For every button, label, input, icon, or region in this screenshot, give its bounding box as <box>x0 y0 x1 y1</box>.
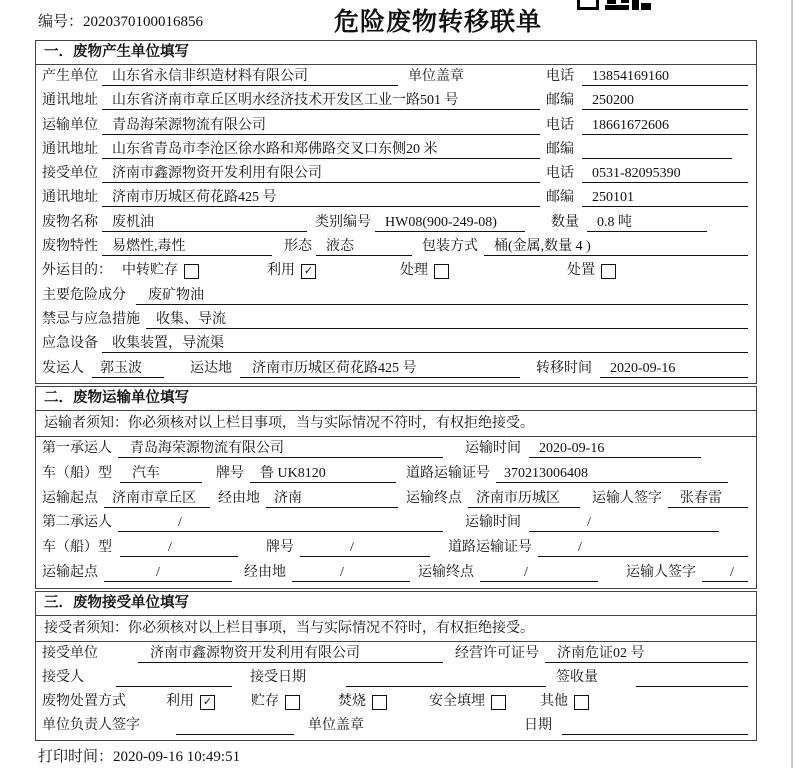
purpose-option-treat <box>400 259 449 283</box>
disposal-option-utilize <box>166 690 215 713</box>
via2-label: 经由地 <box>244 564 286 580</box>
taboo-label: 禁忌与应急措施 <box>42 311 140 327</box>
row-receiver-address <box>36 186 756 210</box>
sign2-value: / ​ <box>702 564 748 582</box>
license1-value: 370213006408 ​ <box>496 465 728 483</box>
row-carrier1 <box>36 437 756 462</box>
row-shipper <box>36 357 756 381</box>
via1-label: 经由地 <box>218 490 260 506</box>
producer-zip-label: 邮编 <box>546 93 574 109</box>
section-producer-title: 一．废物产生单位填写 <box>36 41 756 65</box>
qr-code-fragment-icon <box>577 0 697 11</box>
row-disposal-method <box>36 690 756 714</box>
receiver-zip-label: 邮编 <box>546 190 574 206</box>
transport-unit-label: 运输单位 <box>42 117 98 133</box>
license2-value: / ​ <box>538 539 748 557</box>
doc-serial-number: 2020370100016856 <box>83 14 204 30</box>
section-producer <box>35 40 757 384</box>
transport-address-value: 山东省青岛市李沧区徐水路和郑佛路交叉口东侧20 米 ​ <box>102 141 540 159</box>
section-transporter-title: 二．废物运输单位填写 <box>36 387 756 411</box>
checkbox-unchecked-icon <box>285 695 300 710</box>
plate1-value: 鲁 UK8120 ​ <box>250 465 396 483</box>
shipper-label: 发运人 <box>42 360 84 376</box>
waste-property-label: 废物特性 <box>42 239 98 255</box>
sign1-label: 运输人签字 <box>592 490 662 506</box>
license2-label: 道路运输证号 <box>448 540 532 556</box>
carrier1-label: 第一承运人 <box>42 441 112 456</box>
checkbox-unchecked-icon <box>601 264 616 279</box>
sign1-value: 张春雷 ​ <box>668 490 748 508</box>
checkbox-unchecked-icon <box>184 264 199 279</box>
acceptor-label: 接受人 <box>42 670 84 685</box>
producer-address-label: 通讯地址 <box>42 93 98 109</box>
purpose-option-utilize <box>267 259 316 283</box>
checkbox-unchecked-icon <box>574 695 589 710</box>
disposal-option-storage <box>251 690 300 713</box>
equipment-label: 应急设备 <box>42 336 98 352</box>
checkbox-unchecked-icon <box>372 695 387 710</box>
origin2-value: / ​ <box>104 564 232 582</box>
purpose-option-label: 处理 <box>400 263 428 279</box>
waste-code-label: 类别编号 <box>315 214 371 230</box>
row-transfer-purpose <box>36 259 756 283</box>
disposal-option-label: 贮存 <box>251 694 279 709</box>
producer-address-value: 山东省济南市章丘区明水经济技术开发区工业一路501 号 ​ <box>102 92 540 110</box>
section-receiver-title: 三．废物接受单位填写 <box>36 592 756 616</box>
purpose-option-label: 中转贮存 <box>122 263 178 279</box>
row-acceptor <box>36 666 756 690</box>
row-receiver-unit <box>36 162 756 186</box>
purpose-label: 外运目的： <box>42 263 112 279</box>
sign-qty-value <box>636 669 748 687</box>
via2-value: / ​ <box>292 564 410 582</box>
row-accept-unit <box>36 642 756 666</box>
vehicle2-label: 车（船）型 <box>42 540 112 556</box>
sign-qty-label: 签收量 <box>556 670 598 685</box>
origin1-label: 运输起点 <box>42 490 98 506</box>
checkbox-unchecked-icon <box>491 695 506 710</box>
acceptor-value <box>116 669 232 687</box>
receiver-phone-label: 电话 <box>546 166 574 182</box>
print-time <box>38 745 240 766</box>
manager-sign-value <box>176 717 294 735</box>
transport-phone-value: 18661672606 ​ <box>582 117 748 135</box>
transport-time1-label: 运输时间 <box>465 441 521 456</box>
row-producer-address <box>36 89 756 113</box>
plate2-label: 牌号 <box>266 540 294 556</box>
carrier2-label: 第二承运人 <box>42 515 112 531</box>
transport-time2-value: / ​ <box>529 514 719 532</box>
accept-unit-value: 济南市鑫源物资开发利用有限公司 ​ <box>138 645 443 663</box>
row-transport-address <box>36 138 756 162</box>
row-route2 <box>36 561 756 586</box>
taboo-value: 收集、导流 ​ <box>146 311 748 329</box>
receiver-unit-label: 接受单位 <box>42 166 98 182</box>
producer-phone-label: 电话 <box>546 69 574 84</box>
row-hazard-component <box>36 284 756 308</box>
disposal-option-label: 利用 <box>166 694 194 709</box>
section-receiver <box>35 591 757 741</box>
permit-label: 经营许可证号 <box>455 646 539 661</box>
transfer-time-value: 2020-09-16 ​ <box>600 360 748 378</box>
checkbox-checked-icon: ✓ ​ <box>301 264 316 279</box>
transport-time2-label: 运输时间 <box>465 515 521 531</box>
destination-label: 运达地 <box>190 360 232 376</box>
disposal-option-label: 其他 <box>540 694 568 709</box>
disposal-option-landfill <box>429 690 506 713</box>
receiver-zip-value: 250101 ​ <box>582 189 748 207</box>
purpose-option-dispose <box>567 259 616 283</box>
row-vehicle2 <box>36 536 756 561</box>
row-manager-sign <box>36 714 756 738</box>
page-right-edge <box>791 0 793 768</box>
transporter-notice: 运输者须知：你必须核对以上栏目事项，当与实际情况不符时，有权拒绝接受。 <box>36 411 756 437</box>
transport-zip-label: 邮编 <box>546 141 574 157</box>
hazard-value: 废矿物油 ​ <box>136 287 748 305</box>
end1-label: 运输终点 <box>406 490 462 506</box>
date-value <box>562 717 748 735</box>
row-transport-unit <box>36 114 756 138</box>
accept-date-value <box>346 669 546 687</box>
producer-zip-value: 250200 ​ <box>582 92 748 110</box>
waste-name-value: 废机油 ​ <box>102 214 307 232</box>
transport-time1-value: 2020-09-16 ​ <box>529 440 701 458</box>
row-waste-property <box>36 235 756 259</box>
accept-unit-label: 接受单位 <box>42 646 98 661</box>
origin1-value: 济南市章丘区 ​ <box>104 490 210 508</box>
disposal-option-incinerate <box>338 690 387 713</box>
row-vehicle1 <box>36 462 756 487</box>
plate1-label: 牌号 <box>216 465 244 481</box>
license1-label: 道路运输证号 <box>406 465 490 481</box>
form-value: 液态 ​ <box>316 238 412 256</box>
vehicle2-value: / ​ <box>120 539 238 557</box>
disposal-label: 废物处置方式 <box>42 694 126 709</box>
via1-value: 济南 ​ <box>266 490 398 508</box>
end1-value: 济南市历城区 ​ <box>468 490 580 508</box>
waste-property-value: 易燃性,毒性 ​ <box>102 238 272 256</box>
disposal-option-label: 安全填埋 <box>429 694 485 709</box>
doc-title: 危险废物转移联单 <box>334 8 543 36</box>
date-label: 日期 <box>524 718 552 733</box>
receiver-address-value: 济南市历城区荷花路425 号 ​ <box>102 189 540 207</box>
vehicle1-value: 汽车 ​ <box>120 465 202 483</box>
hazard-label: 主要危险成分 <box>42 287 126 303</box>
unit-seal-label: 单位盖章 <box>408 69 464 84</box>
receiver-address-label: 通讯地址 <box>42 190 98 206</box>
purpose-option-transfer-storage <box>122 259 199 283</box>
row-waste-name <box>36 211 756 235</box>
equipment-value: 收集装置，导流渠 ​ <box>102 335 748 353</box>
vehicle1-label: 车（船）型 <box>42 465 112 481</box>
plate2-value: / ​ <box>300 539 430 557</box>
form-label: 形态 <box>284 239 312 255</box>
disposal-option-label: 焚烧 <box>338 694 366 709</box>
carrier1-value: 青岛海荣源物流有限公司 ​ <box>118 440 443 458</box>
transport-phone-label: 电话 <box>546 117 574 133</box>
doc-serial-label: 编号： <box>38 14 84 30</box>
checkbox-unchecked-icon <box>434 264 449 279</box>
row-carrier2 <box>36 511 756 536</box>
end2-label: 运输终点 <box>418 564 474 580</box>
producer-unit-value: 山东省永信非织造材料有限公司 ​ <box>102 68 398 86</box>
doc-serial <box>38 10 203 31</box>
waste-name-label: 废物名称 <box>42 214 98 230</box>
purpose-option-label: 处置 <box>567 263 595 279</box>
destination-value: 济南市历城区荷花路425 号 ​ <box>240 360 520 378</box>
quantity-label: 数量 <box>551 214 579 230</box>
print-time-label: 打印时间： <box>38 749 114 765</box>
row-taboo-measures <box>36 308 756 332</box>
origin2-label: 运输起点 <box>42 564 98 580</box>
checkbox-checked-icon: ✓ ​ <box>200 695 215 710</box>
transport-address-label: 通讯地址 <box>42 141 98 157</box>
transport-zip-value <box>582 141 732 159</box>
unit-seal-label: 单位盖章 <box>308 718 364 733</box>
producer-unit-label: 产生单位 <box>42 69 98 84</box>
carrier2-value: / ​ <box>118 514 443 532</box>
waste-code-value: HW08(900-249-08) ​ <box>375 214 525 232</box>
shipper-value: 郭玉波 ​ <box>92 360 164 378</box>
print-time-value: 2020-09-16 10:49:51 <box>113 749 241 765</box>
packing-label: 包装方式 <box>422 239 478 255</box>
receiver-unit-value: 济南市鑫源物资开发利用有限公司 ​ <box>102 165 540 183</box>
sign2-label: 运输人签字 <box>626 564 696 580</box>
receiver-phone-value: 0531-82095390 ​ <box>582 165 748 183</box>
row-producer-unit <box>36 65 756 89</box>
row-route1 <box>36 487 756 512</box>
receiver-notice: 接受者须知：你必须核对以上栏目事项，当与实际情况不符时，有权拒绝接受。 <box>36 616 756 642</box>
disposal-option-other <box>540 690 589 713</box>
transport-unit-value: 青岛海荣源物流有限公司 ​ <box>102 117 540 135</box>
producer-phone-value: 13854169160 ​ <box>582 68 748 86</box>
permit-value: 济南危证02 号 ​ <box>545 645 748 663</box>
packing-value: 桶(金属,数量 4 ) ​ <box>484 238 748 256</box>
end2-value: / ​ <box>480 564 598 582</box>
section-transporter <box>35 386 757 589</box>
quantity-value: 0.8 吨 ​ <box>587 214 707 232</box>
manager-sign-label: 单位负责人签字 <box>42 718 140 733</box>
row-emergency-equipment <box>36 332 756 356</box>
purpose-option-label: 利用 <box>267 263 295 279</box>
accept-date-label: 接受日期 <box>250 670 306 685</box>
transfer-time-label: 转移时间 <box>536 360 592 376</box>
